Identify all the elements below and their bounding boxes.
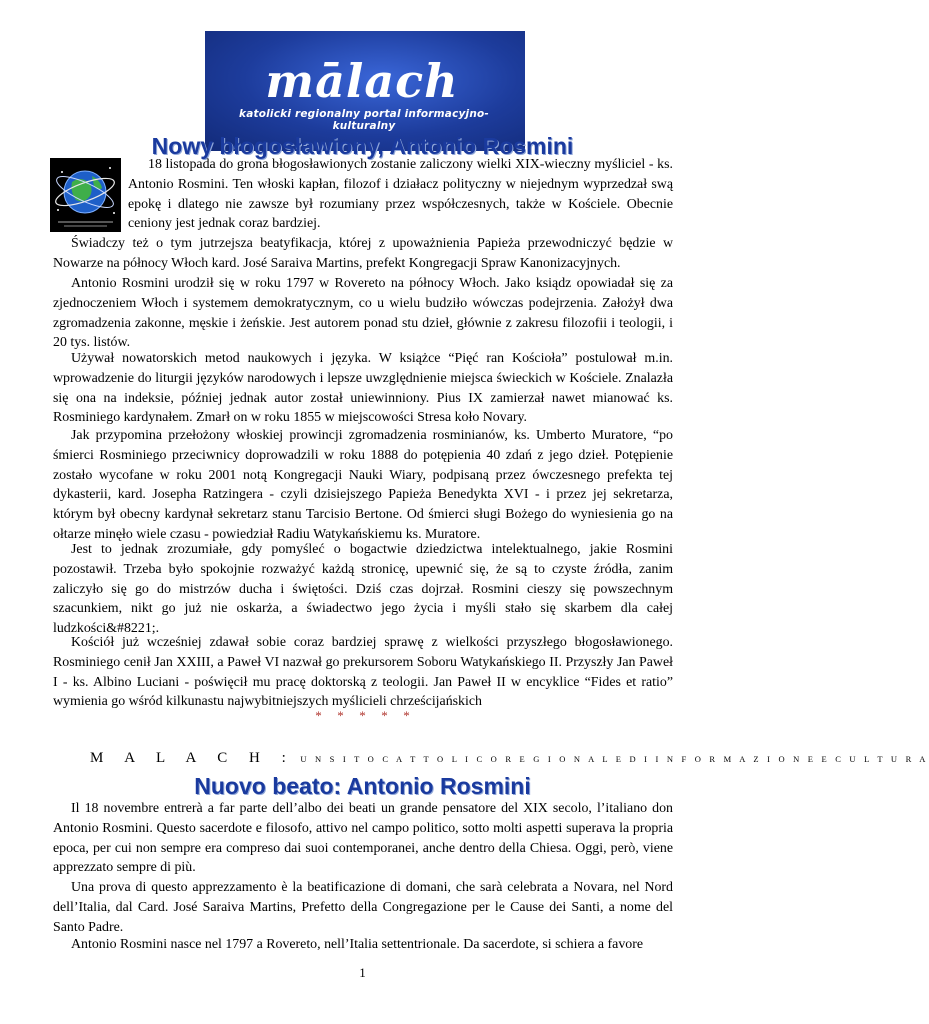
paragraph-pl-1: 18 listopada do grona błogosławionych zostanie zaliczony wielki XIX-wieczny myśliciel - ks. Antonio Rosmini. Ten włoski kapłan, filozof i działacz polityczny w niejednym wyprzedzał swą epokę i dlatego nie zawsze był rozumiany przez współczesnych, także w Kościele. Obecnie ceniony jest jednak coraz bardziej. [128, 157, 673, 232]
star-icon: * [315, 708, 322, 723]
article-title-it: Nuovo beato: Antonio Rosmini [194, 773, 531, 799]
malach-banner[interactable] [225, 51, 499, 132]
divider-subtitle: U N S I T O C A T T O L I C O R E G I O N A L E D I I N F O R M A Z I O N E E C U L T U R A [300, 754, 929, 764]
star-icon: * [381, 708, 388, 723]
paragraph-pl-3: Antonio Rosmini urodził się w roku 1797 w Rovereto na północy Włoch. Jako ksiądz opowiadał się za zjednoczeniem Włoch i systemem demokratycznym, co u wielu budziło wówczas podejrzenia. Założył dwa zgromadzenia zakonne, męskie i żeńskie. Jest autorem ponad stu dzieł, głównie z zakresu filozofii i teologii, i 20 tys. listów. [53, 276, 673, 351]
divider-brand: M A L A C H : [90, 750, 295, 766]
section-divider [90, 750, 929, 767]
paragraph-pl-2: Świadczy też o tym jutrzejsza beatyfikacja, której z upoważnienia Papieża przewodniczyć będzie w Nowarze na północy Włoch kard. José Saraiva Martins, prefekt Kongregacji Spraw Kanonizacyjnych. [53, 236, 673, 271]
paragraph-pl-5: Jak przypomina przełożony włoskiej prowincji zgromadzenia rosminianów, ks. Umberto Muratore, “po śmierci Rosminiego przeciwnicy doprowadzili w roku 1888 do potępienia 40 zdań z jego dzieł. Potępienie zostało wycofane w roku 2001 notą Kongregacji Nauki Wiary, podpisaną przez ówczesnego prefekta tej dykasterii, kard. Josepha Ratzingera - czyli dzisiejszego Papieża Benedykta XVI - i przez jej sekretarza, którym był obecny kardynał sekretarz stanu Tarcisio Bertone. Od śmierci sługi Bożego do wyniesienia go na ołtarze minęło wiele czasu - powiedział Radiu Watykańskiemu ks. Muratore. [53, 428, 673, 542]
paragraph-pl-4: Używał nowatorskich metod naukowych i języka. W książce “Pięć ran Kościoła” postulował m.in. wprowadzenie do liturgii języków narodowych i lepsze uwzględnienie miejsca świeckich w Kościele. Znalazła się ona na indeksie, później jednak autor został uniewinniony. Pius IX zamierzał nawet mianować ks. Rosminiego kardynałem. Zmarł on w roku 1855 w miejscowości Stresa koło Novary. [53, 351, 673, 426]
star-icon: * [403, 708, 410, 723]
paragraph-it-1: Il 18 novembre entrerà a far parte dell’albo dei beati un grande pensatore del XIX secolo, l’italiano don Antonio Rosmini. Questo sacerdote e filosofo, attivo nel campo politico, sotto molti aspetti superava la propria epoca, per cui non sempre era compreso dai suoi contemporanei, anche dentro della Chiesa. Oggi, però, viene apprezzato sempre di più. [53, 801, 673, 876]
paragraph-pl-6: Jest to jednak zrozumiałe, gdy pomyśleć o bogactwie dziedzictwa intelektualnego, jakie Rosmini pozostawił. Trzeba było spokojnie rozważyć każdą stronicę, upewnić się, że są to czyste źródła, zanim zaliczyło się go do mistrzów ducha i świętości. Dziś czas dojrzał. Rosmini cieszy się powszechnym szacunkiem, nikt go już nie oskarża, a świadectwo jego życia i myśli stało się skarbem dla całej ludzkości&#8221;. [53, 542, 673, 637]
article-title-pl: Nowy błogosławiony, Antonio Rosmini [151, 133, 574, 159]
paragraph-it-3: Antonio Rosmini nasce nel 1797 a Rovereto, nell’Italia settentrionale. Da sacerdote, si schiera a favore [71, 937, 644, 952]
star-separator [0, 708, 725, 724]
globe-icon [50, 158, 121, 232]
star-icon: * [359, 708, 366, 723]
banner-tagline: katolicki regionalny portal informacyjno-kulturalny [239, 108, 489, 132]
paragraph-it-2: Una prova di questo apprezzamento è la beatificazione di domani, che sarà celebrata a Novara, nel Nord dell’Italia, dal Card. José Saraiva Martins, Prefetto della Congregazione per le Cause dei Santi, a nome del Santo Padre. [53, 880, 673, 935]
star-icon: * [337, 708, 344, 723]
banner-logo-text: mālach [265, 54, 459, 108]
page-number: 1 [359, 965, 366, 980]
paragraph-pl-7: Kościół już wcześniej zdawał sobie coraz bardziej sprawę z wielkości przyszłego błogosławionego. Rosminiego cenił Jan XXIII, a Paweł VI nazwał go prekursorem Soboru Watykańskiego II. Przyszły Jan Paweł I - ks. Albino Luciani - poświęcił mu pracę doktorską z teologii. Jan Paweł II w encyklice “Fides et ratio” wymienia go wśród kilkunastu najwybitniejszych myślicieli chrześcijańskich [53, 635, 673, 710]
